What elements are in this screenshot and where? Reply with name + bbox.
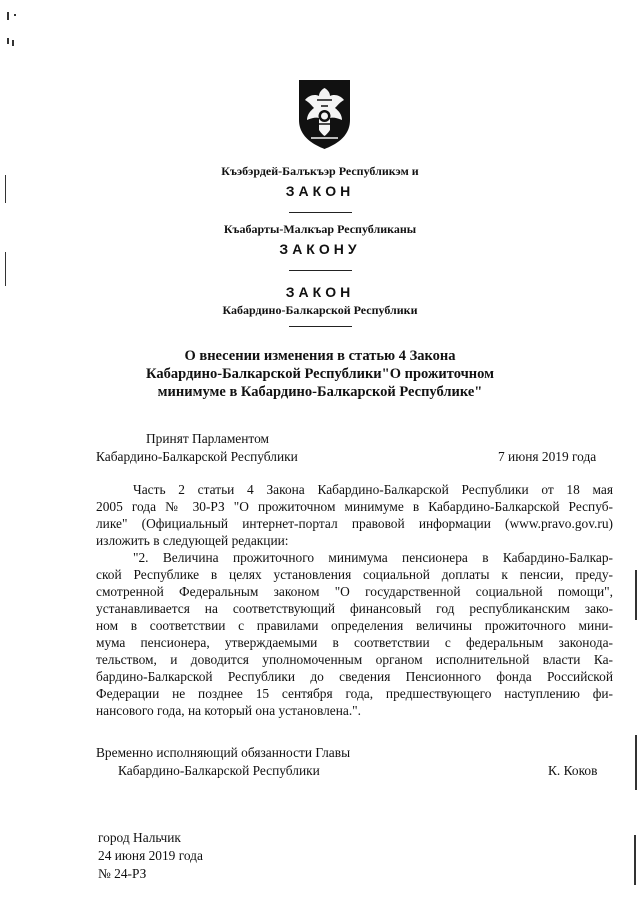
body-line: тельством, и доводится уполномоченным органом исполнительной власти Ка-	[96, 652, 613, 667]
kabardian-law-heading: ЗАКОН	[285, 183, 355, 199]
body-line: смотренной Федеральным законом "О государственной социальной помощи",	[96, 584, 613, 599]
law-title-line: О внесении изменения в статью 4 Закона	[184, 348, 456, 364]
header-divider	[289, 270, 352, 271]
body-line: 2005 года № 30-РЗ "О прожиточном минимуме в Кабардино-Балкарской Респуб-	[96, 499, 613, 514]
russian-republic-name: Кабардино-Балкарской Республики	[222, 303, 418, 317]
body-line: устанавливается на соответствующий финансовый год республиканским зако-	[96, 601, 613, 616]
signatory-title: Временно исполняющий обязанности Главы	[96, 745, 351, 760]
law-title-line: минимуме в Кабардино-Балкарской Республике"	[157, 384, 483, 400]
adoption-text: Кабардино-Балкарской Республики	[96, 449, 298, 464]
body-line: ном в соответствии с правилами определения величины прожиточного мини-	[96, 618, 613, 633]
header-divider	[289, 326, 352, 327]
signatory-name: К. Коков	[548, 763, 598, 778]
coat-of-arms-emblem	[297, 78, 352, 150]
russian-law-heading: ЗАКОН	[285, 284, 355, 300]
balkar-law-heading: ЗАКОНУ	[279, 241, 361, 257]
adoption-date: 7 июня 2019 года	[498, 449, 597, 464]
law-title-line: Кабардино-Балкарской Республики"О прожиточном	[146, 366, 494, 382]
body-line: мума пенсионера, утверждаемыми в соответствии с федеральным законода-	[96, 635, 613, 650]
law-number: № 24-РЗ	[98, 866, 147, 881]
signatory-title: Кабардино-Балкарской Республики	[118, 763, 320, 778]
body-line: бардино-Балкарской Республики до сведения Пенсионного фонда Российской	[96, 669, 613, 684]
body-line: Федерации не позднее 15 сентября года, предшествующего наступлению фи-	[96, 686, 613, 701]
signing-date: 24 июня 2019 года	[98, 848, 203, 863]
body-line: ской Республике в целях установления социальной доплаты к пенсии, преду-	[96, 567, 613, 582]
city: город Нальчик	[98, 830, 181, 845]
body-line: лике" (Официальный интернет-портал правовой информации (www.pravo.gov.ru)	[96, 516, 613, 531]
body-line: Часть 2 статьи 4 Закона Кабардино-Балкарской Республики от 18 мая	[133, 482, 613, 497]
adoption-text: Принят Парламентом	[146, 431, 269, 446]
body-line: нансового года, на который она установлена.".	[96, 703, 361, 718]
kabardian-republic-name: Къэбэрдей-Балъкъэр Республикэм и	[221, 164, 419, 178]
balkar-republic-name: Къабарты-Малкъар Республиканы	[223, 222, 417, 236]
body-line: изложить в следующей редакции:	[96, 533, 289, 548]
header-divider	[289, 212, 352, 213]
body-line: "2. Величина прожиточного минимума пенсионера в Кабардино-Балкар-	[133, 550, 613, 565]
